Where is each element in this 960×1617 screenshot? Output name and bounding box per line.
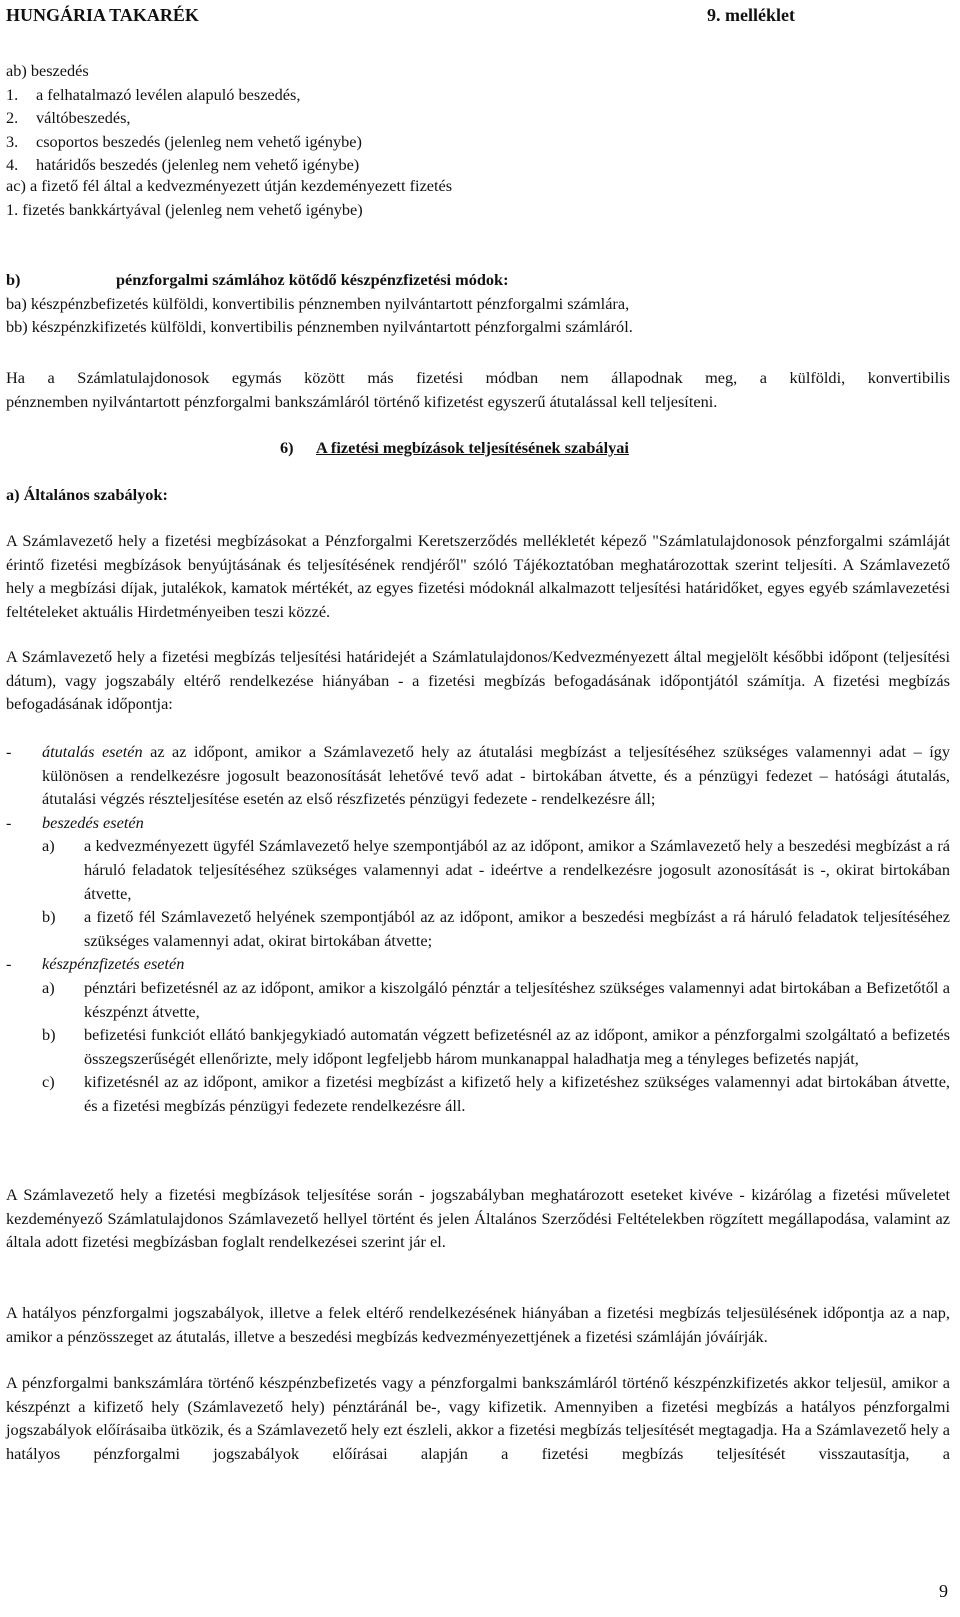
list-item: 2. váltóbeszedés, (6, 108, 131, 128)
section-6-heading: 6) A fizetési megbízások teljesítésének szabályai (280, 438, 629, 457)
list-item: - átutalás esetén az az időpont, amikor a Számlavezető hely az átutalási megbízást a teljesítéséhez szükséges valamennyi adat – így különösen a rendelkezésre jogosult beazonosítását lehetővé tevő adat - birtokában átvette, és a pénzügyi fedezet – hatósági átutalás, átutalási végzés részteljesítése esetén az első részfizetés pénzügyi fedezete - rendelkezésre áll; (6, 742, 950, 809)
annex-label: 9. melléklet (707, 5, 795, 26)
list-item: - készpénzfizetés esetén (6, 954, 185, 974)
paragraph-4: A hatályos pénzforgalmi jogszabályok, illetve a felek eltérő rendelkezésének hiányában a fizetési megbízás teljesülésének időpontja az a nap, amikor a pénzösszeget az átutalás, illetve a beszedési megbízás kedvezményezettjének a fizetési számláján jóváírják. (6, 1303, 950, 1346)
list-ac (6, 174, 950, 221)
general-rules-heading: a) Általános szabályok: (6, 485, 168, 504)
section-b-bb: bb) készpénzkifizetés külföldi, konvertibilis pénznemben nyilvántartott pénzforgalmi számláról. (6, 317, 633, 337)
list-ac-title: ac) a fizető fél által a kedvezményezett útján kezdeményezett fizetés (6, 176, 453, 195)
section-b-title: b) pénzforgalmi számlához kötődő készpénzfizetési módok: (6, 270, 509, 289)
list-item: c) kifizetésnél az az időpont, amikor a fizetési megbízást a kifizető hely a kifizetéshez szükséges valamennyi adat birtokában átvette, és a fizetési megbízás pénzügyi fedezete rendelkezésre áll. (42, 1072, 950, 1115)
bank-name: HUNGÁRIA TAKARÉK (6, 5, 199, 26)
paragraph-line: pénznemben nyilvántartott pénzforgalmi bankszámláról történő kifizetést egyszerű átutalással kell teljesíteni. (6, 391, 718, 411)
section-b-ba: ba) készpénzbefizetés külföldi, konvertibilis pénznemben nyilvántartott pénzforgalmi számlára, (6, 293, 630, 313)
list-item: - beszedés esetén (6, 812, 144, 832)
list-item: a) a kedvezményezett ügyfél Számlavezető helye szempontjából az az időpont, amikor a Számlavezető hely a beszedési megbízást a rá háruló feladatok teljesítéséhez szükséges valamennyi adat - ideértve a rendelkezésre jogosult azonosítását is -, okirat birtokában átvette, (42, 836, 950, 903)
paragraph-1: A Számlavezető hely a fizetési megbízásokat a Pénzforgalmi Keretszerződés mellékletét képező "Számlatulajdonosok pénzforgalmi számláját érintő fizetési megbízások benyújtásának és teljesítésének rendjéről" szóló Tájékoztatóban meghatározottak szerint teljesíti. A Számlavezető hely a megbízási díjak, jutalékok, kamatok mértékét, az egyes fizetési módoknál alkalmazott teljesítési határidőket, egyes egyéb számlavezetési feltételeket aktuális Hirdetményeiben teszi közzé. (6, 531, 950, 621)
list-item: 1. fizetés bankkártyával (jelenleg nem vehető igénybe) (6, 199, 363, 219)
list-item: 3. csoportos beszedés (jelenleg nem vehető igénybe) (6, 131, 362, 151)
list-ab (6, 59, 950, 177)
list-ab-title: ab) beszedés (6, 61, 89, 80)
page-header (6, 2, 950, 30)
list-item: 1. a felhatalmazó levélen alapuló beszedés, (6, 84, 301, 104)
list-item: a) pénztári befizetésnél az az időpont, amikor a kiszolgáló pénztár a teljesítéshez szükséges valamennyi adat birtokában a Befizetőtől a készpénzt átvette, (42, 977, 950, 1021)
page-number: 9 (939, 1581, 948, 1601)
list-item: b) a fizető fél Számlavezető helyének szempontjából az az időpont, amikor a beszedési megbízást a rá háruló feladatok teljesítéséhez szükséges valamennyi adat, okirat birtokában átvette; (42, 907, 950, 950)
list-item: b) befizetési funkciót ellátó bankjegykiadó automatán végzett befizetésnél az az időpont, amikor a pénzforgalmi szolgáltató a befizetés összegszerűségét ellenőrizte, mely időpont legfeljebb három munkanappal haladhatja meg a tényleges befizetés napját, (42, 1025, 950, 1068)
paragraph-3: A Számlavezető hely a fizetési megbízások teljesítése során - jogszabályban meghatározott eseteket kivéve - kizárólag a fizetési műveletet kezdeményező Számlatulajdonos Számlavezető hellyel történt és jelen Általános Szerződési Feltételekben rögzített megállapodása, valamint az általa adott fizetési megbízásban foglalt rendelkezései szerint jár el. (6, 1185, 950, 1252)
list-item: 4. határidős beszedés (jelenleg nem vehető igénybe) (6, 155, 360, 175)
paragraph-ha (6, 366, 950, 413)
paragraph-line: Ha a Számlatulajdonosok egymás között más fizetési módban nem állapodnak meg, a külföldi, konvertibilis (6, 368, 950, 387)
paragraph-5: A pénzforgalmi bankszámlára történő készpénzbefizetés vagy a pénzforgalmi bankszámláról történő készpénzkifizetés akkor teljesül, amikor a készpénzt a kifizető hely (Számlavezető hely) pénztáránál be-, vagy kifizetik. Amennyiben a fizetési megbízás a hatályos pénzforgalmi jogszabályok előírásaiba ütközik, és a Számlavezető hely ezt észleli, akkor a fizetési megbízás teljesítését megtagadja. Ha a Számlavezető hely a hatályos pénzforgalmi jogszabályok előírásai alapján a fizetési megbízás teljesítését visszautasítja, a (6, 1373, 950, 1463)
section-b (6, 268, 950, 339)
dash-list (6, 740, 950, 1118)
paragraph-2: A Számlavezető hely a fizetési megbízás teljesítési határidejét a Számlatulajdonos/Kedvezményezett által megjelölt későbbi időpont (teljesítési dátum), vagy jogszabály eltérő rendelkezése hiányában - a fizetési megbízás befogadásának időpontjától számítja. A fizetési megbízás befogadásának időpontja: (6, 647, 950, 714)
